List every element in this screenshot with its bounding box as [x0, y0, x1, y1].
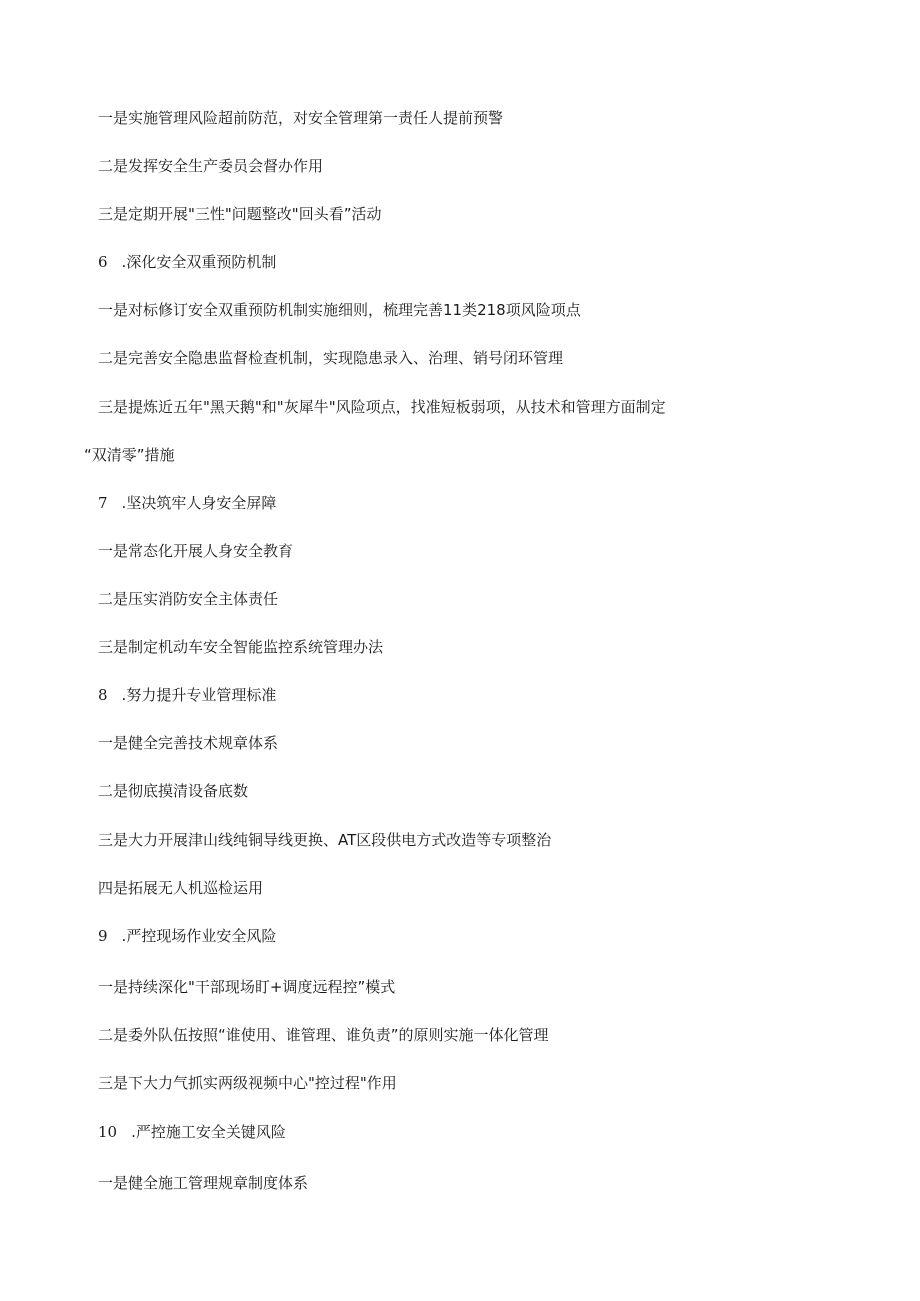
- section-number: 8: [98, 686, 108, 704]
- paragraph: 二是彻底摸清设备底数: [98, 782, 249, 800]
- paragraph: 三是制定机动车安全智能监控系统管理办法: [98, 638, 384, 656]
- section-title: .努力提升专业管理标准: [121, 686, 277, 704]
- section-number: 6: [98, 253, 108, 271]
- section-title: .严控现场作业安全风险: [121, 927, 277, 945]
- section-title: .深化安全双重预防机制: [121, 253, 277, 271]
- paragraph: 二是发挥安全生产委员会督办作用: [98, 157, 324, 175]
- section-title: .严控施工安全关键风险: [131, 1123, 286, 1141]
- section-heading: [98, 685, 276, 705]
- section-heading: [98, 926, 276, 946]
- paragraph: 一是健全施工管理规章制度体系: [98, 1174, 309, 1192]
- paragraph: 三是大力开展津山线纯铜导线更换、AT区段供电方式改造等专项整治: [98, 831, 552, 849]
- paragraph: 二是压实消防安全主体责任: [98, 590, 279, 608]
- section-number: 7: [98, 494, 108, 512]
- paragraph: 四是拓展无人机巡检运用: [98, 879, 264, 897]
- paragraph: 一是对标修订安全双重预防机制实施细则，梳理完善11类218项风险项点: [98, 301, 581, 319]
- paragraph: 二是完善安全隐患监督检查机制，实现隐患录入、治理、销号闭环管理: [98, 349, 564, 367]
- section-number: 10: [98, 1123, 118, 1141]
- paragraph: 三是提炼近五年"黑天鹅"和"灰犀牛"风险项点，找准短板弱项，从技术和管理方面制定: [98, 398, 666, 416]
- paragraph: 三是下大力气抓实两级视频中心"控过程"作用: [98, 1074, 397, 1092]
- paragraph-continuation: “双清零”措施: [84, 446, 175, 464]
- paragraph: 二是委外队伍按照“谁使用、谁管理、谁负责”的原则实施一体化管理: [98, 1026, 549, 1044]
- section-title: .坚决筑牢人身安全屏障: [121, 494, 277, 512]
- section-heading: [98, 493, 276, 513]
- paragraph: 一是实施管理风险超前防范，对安全管理第一责任人提前预警: [98, 109, 504, 127]
- paragraph: 一是健全完善技术规章体系: [98, 734, 279, 752]
- paragraph: 一是常态化开展人身安全教育: [98, 542, 294, 560]
- section-heading: [98, 1122, 286, 1142]
- section-heading: [98, 252, 276, 272]
- paragraph: 三是定期开展"三性"问题整改"回头看”活动: [98, 205, 382, 223]
- paragraph: 一是持续深化"干部现场盯+调度远程控”模式: [98, 978, 396, 996]
- section-number: 9: [98, 927, 108, 945]
